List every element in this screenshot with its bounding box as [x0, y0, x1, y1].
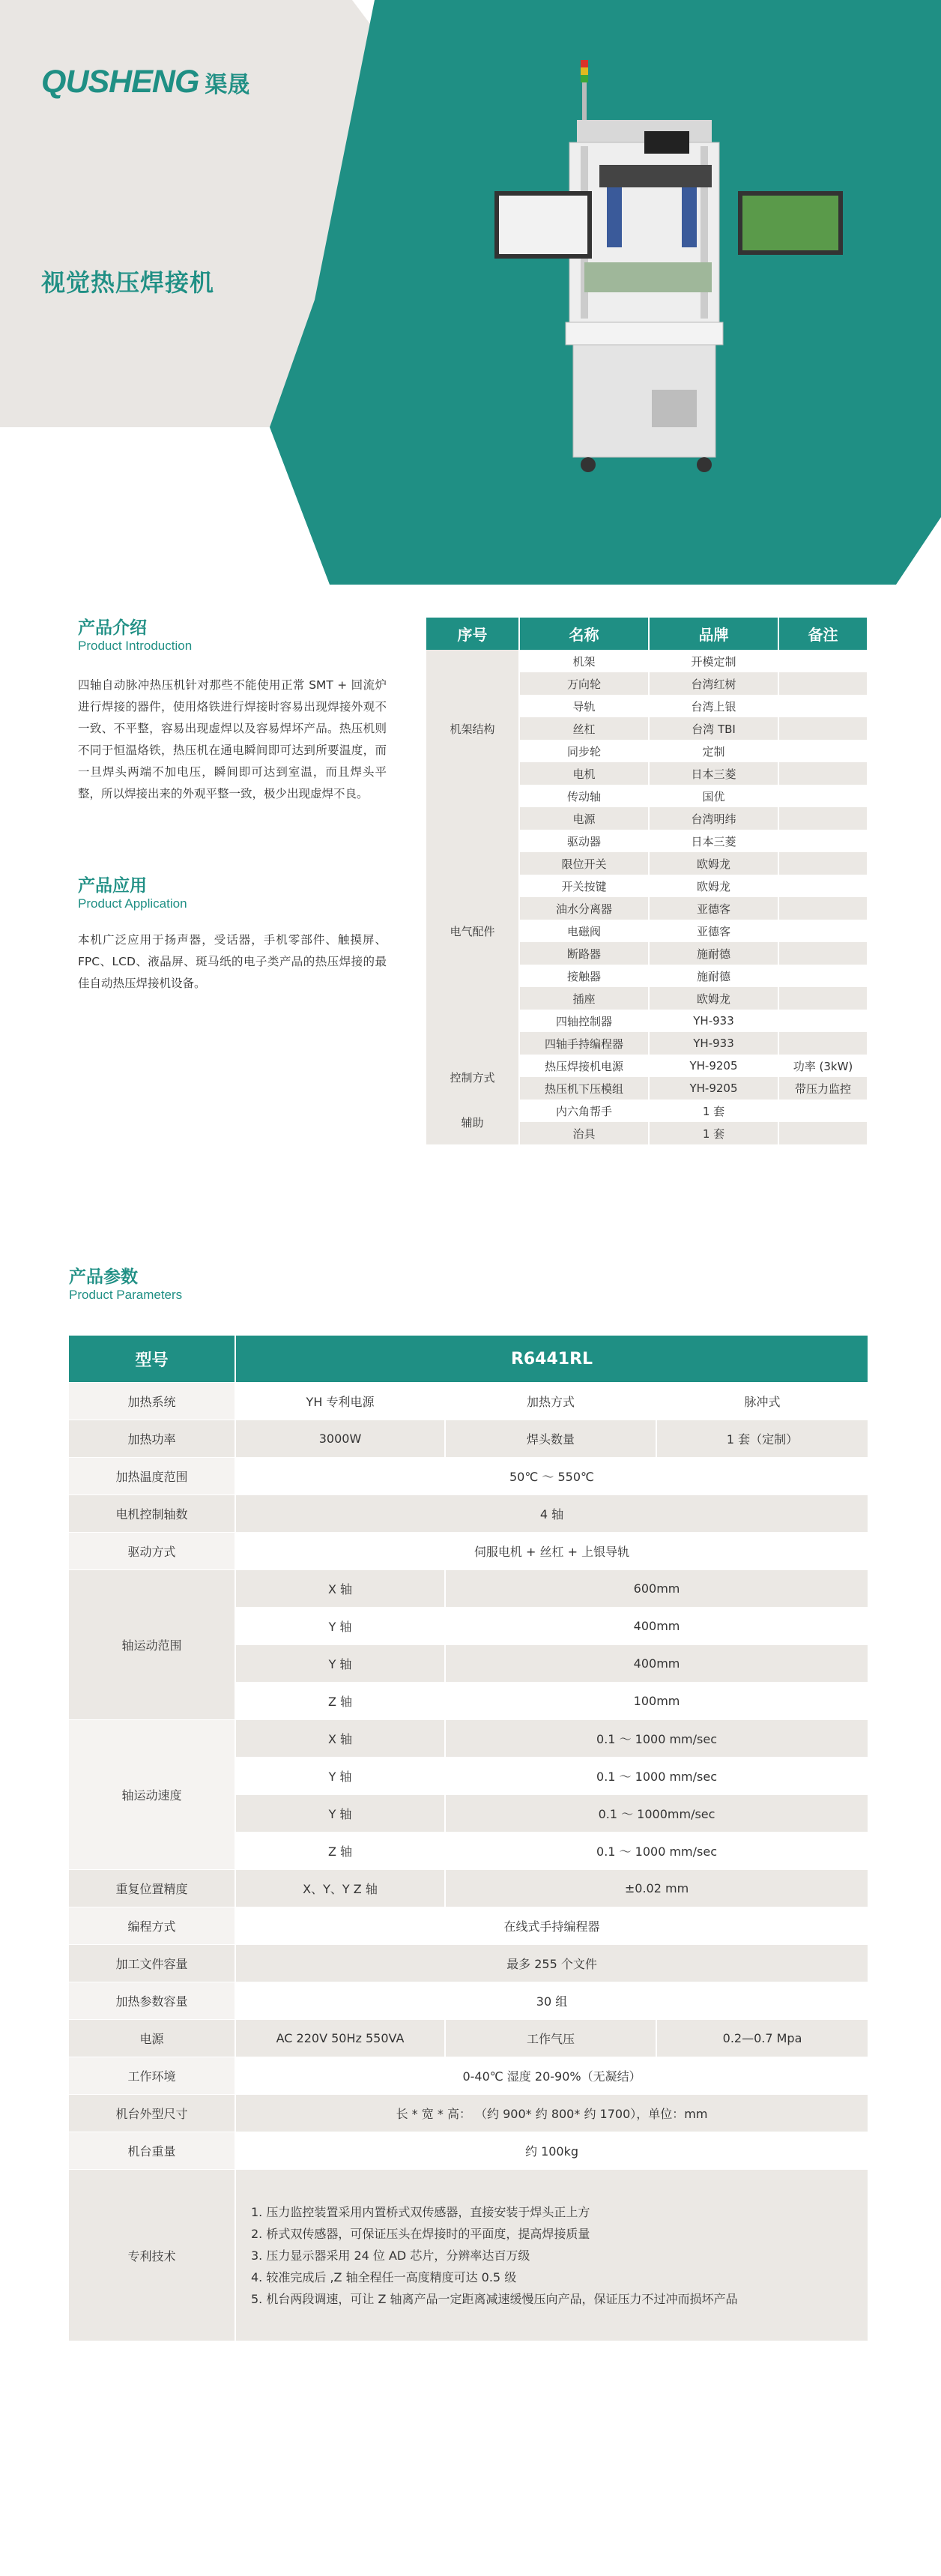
brand-name: YH-9205 — [649, 1077, 778, 1100]
part-name: 接触器 — [519, 965, 649, 987]
table-row — [426, 650, 867, 672]
patent-item: 2. 桥式双传感器，可保证压头在焊接时的平面度，提高焊接质量 — [251, 2226, 590, 2241]
header-cell: 备注 — [778, 618, 867, 650]
row-label: 电源 — [69, 2020, 235, 2057]
remark — [778, 987, 867, 1010]
row-label: 加热温度范围 — [69, 1458, 235, 1495]
table-row — [69, 1570, 868, 1608]
row-value: AC 220V 50Hz 550VA — [235, 2020, 445, 2057]
patent-list — [235, 2170, 868, 2341]
intro-title: 产品介绍 — [78, 618, 147, 638]
axis-label: Z 轴 — [235, 1833, 445, 1870]
row-label: 焊头数量 — [445, 1420, 656, 1458]
part-name: 同步轮 — [519, 740, 649, 762]
part-name: 万向轮 — [519, 672, 649, 695]
brand-name: 台湾明纬 — [649, 807, 778, 830]
config-table-body — [426, 650, 867, 1144]
brand-name: 日本三菱 — [649, 830, 778, 852]
remark: 功率 (3kW) — [778, 1055, 867, 1077]
table-row — [69, 1945, 868, 1982]
brand-name: 1 套 — [649, 1100, 778, 1122]
table-row — [426, 1055, 867, 1077]
row-label: 加工文件容量 — [69, 1945, 235, 1982]
remark — [778, 942, 867, 965]
remark — [778, 1010, 867, 1032]
part-name: 四轴手持编程器 — [519, 1032, 649, 1055]
brand-name: 欧姆龙 — [649, 852, 778, 875]
row-value: 4 轴 — [235, 1495, 868, 1533]
row-value: YH 专利电源 — [235, 1383, 445, 1420]
row-label: 轴运动速度 — [69, 1720, 235, 1870]
row-label: 工作环境 — [69, 2057, 235, 2095]
row-value: ±0.02 mm — [445, 1870, 868, 1907]
remark — [778, 1032, 867, 1055]
row-value: 1 套（定制） — [656, 1420, 868, 1458]
part-name: 开关按键 — [519, 875, 649, 897]
part-name: 治具 — [519, 1122, 649, 1144]
table-row — [69, 1720, 868, 1758]
remark — [778, 762, 867, 785]
remark — [778, 852, 867, 875]
axis-label: Y 轴 — [235, 1608, 445, 1645]
remark — [778, 672, 867, 695]
axis-label: Y 轴 — [235, 1758, 445, 1795]
row-label: 加热方式 — [445, 1383, 656, 1420]
machine-image — [494, 60, 847, 480]
row-value: 3000W — [235, 1420, 445, 1458]
row-value: 50℃ ～ 550℃ — [235, 1458, 868, 1495]
remark — [778, 695, 867, 717]
patent-item: 3. 压力显示器采用 24 位 AD 芯片，分辨率达百万级 — [251, 2248, 530, 2263]
part-name: 热压机下压模组 — [519, 1077, 649, 1100]
remark — [778, 830, 867, 852]
logo-wordmark: QUSHENG — [41, 64, 199, 100]
brand-name: 施耐德 — [649, 965, 778, 987]
part-name: 内六角帮手 — [519, 1100, 649, 1122]
row-label: 编程方式 — [69, 1907, 235, 1945]
remark — [778, 920, 867, 942]
remark: 带压力监控 — [778, 1077, 867, 1100]
config-table — [426, 618, 867, 1144]
row-value: 0-40℃ 湿度 20-90%（无凝结） — [235, 2057, 868, 2095]
part-name: 传动轴 — [519, 785, 649, 807]
brand-name: 欧姆龙 — [649, 875, 778, 897]
remark — [778, 650, 867, 672]
row-value: 400mm — [445, 1645, 868, 1683]
patent-item: 1. 压力监控装置采用内置桥式双传感器，直接安装于焊头正上方 — [251, 2204, 590, 2219]
part-name: 丝杠 — [519, 717, 649, 740]
brand-name: 欧姆龙 — [649, 987, 778, 1010]
part-name: 热压焊接机电源 — [519, 1055, 649, 1077]
table-row — [426, 807, 867, 830]
row-value: 0.1 ～ 1000 mm/sec — [445, 1758, 868, 1795]
params-header-row — [69, 1336, 868, 1383]
row-value: 600mm — [445, 1570, 868, 1608]
table-row — [69, 1982, 868, 2020]
patent-item: 5. 机台两段调速，可让 Z 轴离产品一定距离减速缓慢压向产品，保证压力不过冲而损坏产品 — [251, 2291, 738, 2306]
axis-label: Y 轴 — [235, 1795, 445, 1833]
brand-name: 国优 — [649, 785, 778, 807]
brand-name: 施耐德 — [649, 942, 778, 965]
axis-label: Y 轴 — [235, 1645, 445, 1683]
row-value: 长 * 宽 * 高： （约 900* 约 800* 约 1700），单位：mm — [235, 2095, 868, 2132]
table-row — [69, 1533, 868, 1570]
group-label: 辅助 — [426, 1100, 519, 1144]
row-label: 加热功率 — [69, 1420, 235, 1458]
remark — [778, 965, 867, 987]
row-value: 约 100kg — [235, 2132, 868, 2170]
row-value: 0.1 ～ 1000 mm/sec — [445, 1720, 868, 1758]
table-row — [69, 1907, 868, 1945]
row-value: 0.1 ～ 1000mm/sec — [445, 1795, 868, 1833]
brand-name: YH-933 — [649, 1032, 778, 1055]
brand-name: 台湾上银 — [649, 695, 778, 717]
part-name: 四轴控制器 — [519, 1010, 649, 1032]
axis-label: X、Y、Y Z 轴 — [235, 1870, 445, 1907]
axis-label: X 轴 — [235, 1570, 445, 1608]
row-value: 伺服电机 + 丝杠 + 上银导轨 — [235, 1533, 868, 1570]
brand-name: 1 套 — [649, 1122, 778, 1144]
row-label: 工作气压 — [445, 2020, 656, 2057]
axis-label: Z 轴 — [235, 1683, 445, 1720]
row-label: 加热系统 — [69, 1383, 235, 1420]
header-cell: 名称 — [519, 618, 649, 650]
logo-chinese: 渠晟 — [205, 71, 250, 98]
brand-name: 台湾红树 — [649, 672, 778, 695]
group-label: 控制方式 — [426, 1055, 519, 1100]
brand-name: 定制 — [649, 740, 778, 762]
table-row — [69, 2057, 868, 2095]
remark — [778, 1122, 867, 1144]
brand-logo — [41, 64, 249, 100]
page-title: 视觉热压焊接机 — [41, 268, 215, 297]
model-value: R6441RL — [235, 1336, 868, 1383]
table-row — [69, 2095, 868, 2132]
table-row — [426, 1100, 867, 1122]
table-row — [69, 2020, 868, 2057]
group-label: 机架结构 — [426, 650, 519, 807]
application-subtitle: Product Application — [78, 896, 187, 911]
axis-label: X 轴 — [235, 1720, 445, 1758]
brand-name: YH-933 — [649, 1010, 778, 1032]
row-label: 专利技术 — [69, 2170, 235, 2341]
remark — [778, 785, 867, 807]
part-name: 限位开关 — [519, 852, 649, 875]
params-table — [69, 1336, 868, 2341]
row-label: 机台外型尺寸 — [69, 2095, 235, 2132]
row-label: 轴运动范围 — [69, 1570, 235, 1720]
row-value: 在线式手持编程器 — [235, 1907, 868, 1945]
row-label: 电机控制轴数 — [69, 1495, 235, 1533]
row-value: 100mm — [445, 1683, 868, 1720]
table-row — [69, 2170, 868, 2341]
params-title: 产品参数 — [69, 1267, 138, 1287]
remark — [778, 807, 867, 830]
header-cell: 品牌 — [649, 618, 778, 650]
brand-name: 日本三菱 — [649, 762, 778, 785]
table-row — [69, 2132, 868, 2170]
row-value: 30 组 — [235, 1982, 868, 2020]
intro-text: 四轴自动脉冲热压机针对那些不能使用正常 SMT + 回流炉进行焊接的器件，使用烙铁进行焊接时容易出现焊接外观不一致、不平整，容易出现虚焊以及容易焊坏产品。热压机则不同于恒温烙铁，热压机在通电瞬间即可达到所要温度，而一旦焊头两端不加电压，瞬间即可达到室温，而且焊头平整，所以焊接出来的外观平整一致，极少出现虚焊不良。 — [78, 678, 387, 800]
patent-item: 4. 较准完成后 ,Z 轴全程任一高度精度可达 0.5 级 — [251, 2269, 517, 2284]
remark — [778, 740, 867, 762]
row-label: 驱动方式 — [69, 1533, 235, 1570]
config-table-header — [426, 618, 867, 650]
row-value: 最多 255 个文件 — [235, 1945, 868, 1982]
part-name: 电磁阀 — [519, 920, 649, 942]
row-value: 0.2—0.7 Mpa — [656, 2020, 868, 2057]
header-cell: 序号 — [426, 618, 519, 650]
part-name: 电源 — [519, 807, 649, 830]
part-name: 油水分离器 — [519, 897, 649, 920]
row-label: 重复位置精度 — [69, 1870, 235, 1907]
remark — [778, 897, 867, 920]
brand-name: 亚德客 — [649, 920, 778, 942]
remark — [778, 1100, 867, 1122]
part-name: 电机 — [519, 762, 649, 785]
table-row — [69, 1495, 868, 1533]
application-title: 产品应用 — [78, 876, 147, 896]
part-name: 机架 — [519, 650, 649, 672]
row-label: 加热参数容量 — [69, 1982, 235, 2020]
brand-name: 亚德客 — [649, 897, 778, 920]
intro-subtitle: Product Introduction — [78, 639, 193, 653]
row-value: 0.1 ～ 1000 mm/sec — [445, 1833, 868, 1870]
remark — [778, 875, 867, 897]
remark — [778, 717, 867, 740]
table-row — [69, 1383, 868, 1420]
brand-name: YH-9205 — [649, 1055, 778, 1077]
application-text: 本机广泛应用于扬声器，受话器，手机零部件、触摸屏、FPC、LCD、液晶屏、斑马纸的电子类产品的热压焊接的最佳自动热压焊接机设备。 — [78, 933, 387, 990]
row-value: 400mm — [445, 1608, 868, 1645]
group-label: 电气配件 — [426, 807, 519, 1055]
table-row — [69, 1458, 868, 1495]
part-name: 插座 — [519, 987, 649, 1010]
part-name: 驱动器 — [519, 830, 649, 852]
row-label: 机台重量 — [69, 2132, 235, 2170]
row-value: 脉冲式 — [656, 1383, 868, 1420]
brand-name: 台湾 TBI — [649, 717, 778, 740]
table-row — [69, 1420, 868, 1458]
model-label: 型号 — [69, 1336, 235, 1383]
table-row — [69, 1870, 868, 1907]
params-subtitle: Product Parameters — [69, 1288, 183, 1302]
part-name: 导轨 — [519, 695, 649, 717]
brand-name: 开模定制 — [649, 650, 778, 672]
part-name: 断路器 — [519, 942, 649, 965]
